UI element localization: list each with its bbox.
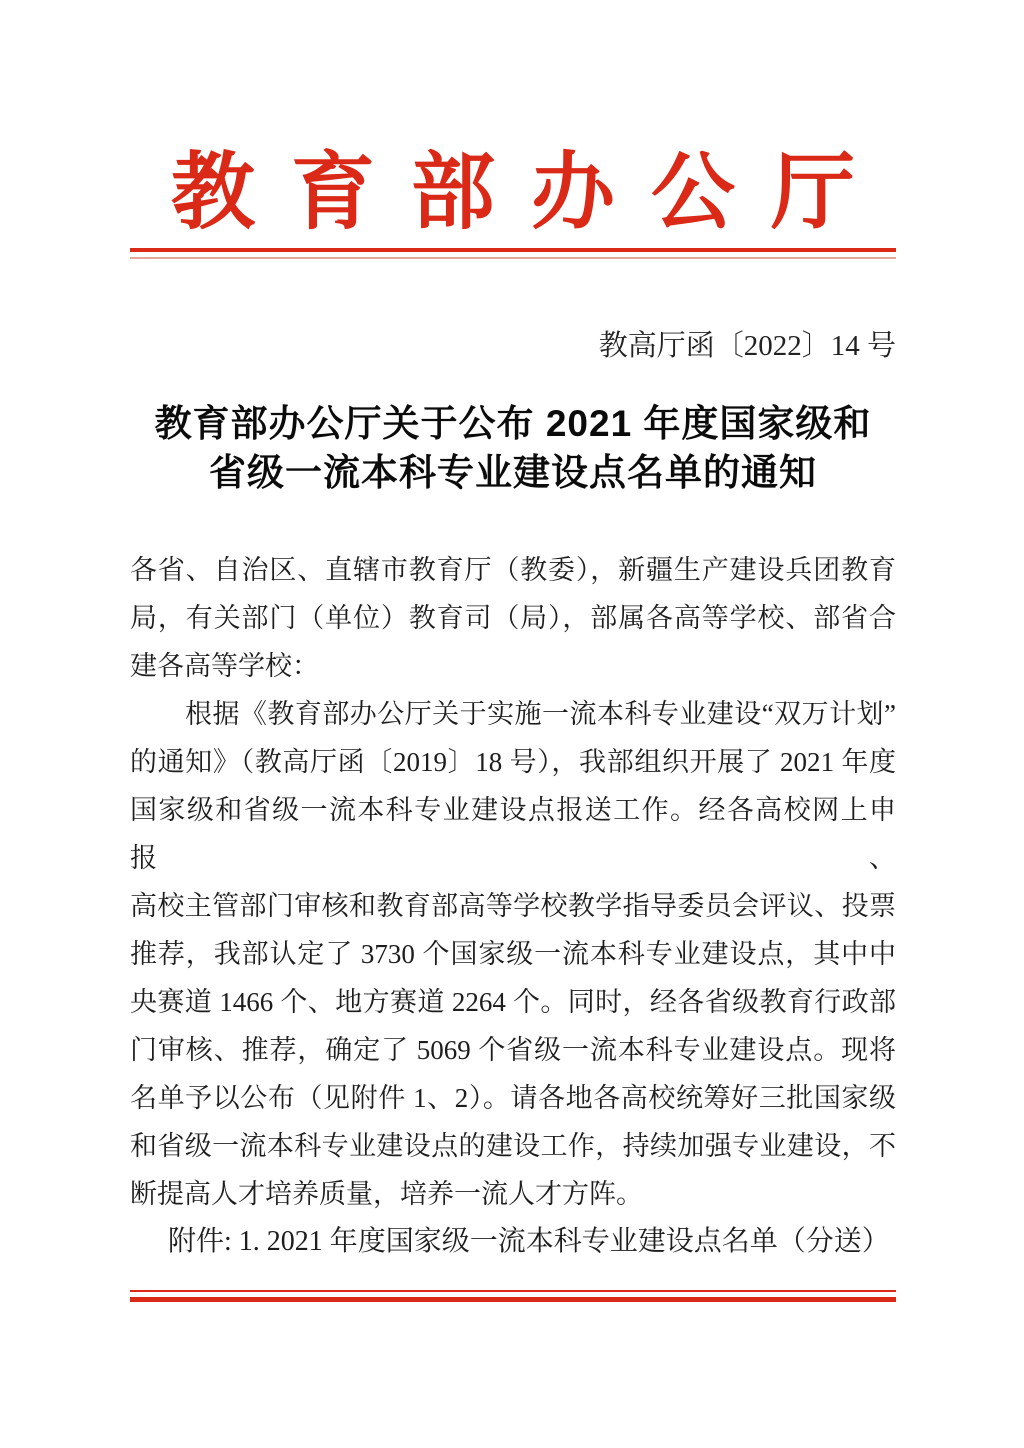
attachment-line: 附件: 1. 2021 年度国家级一流本科专业建设点名单（分送） (168, 1226, 890, 1257)
body-line: 央赛道 1466 个、地方赛道 2264 个。同时，经各省级教育行政部 (130, 987, 896, 1017)
document-body (130, 546, 896, 1218)
footer-thick-line (130, 1297, 896, 1302)
body-line: 名单予以公布（见附件 1、2）。请各地各高校统筹好三批国家级 (130, 1083, 896, 1113)
divider-thick-line (130, 248, 896, 252)
body-line: 断提高人才培养质量，培养一流人才方阵。 (130, 1179, 643, 1209)
document-number: 教高厅函〔2022〕14 号 (598, 330, 896, 362)
body-line: 推荐，我部认定了 3730 个国家级一流本科专业建设点，其中中 (130, 939, 896, 969)
body-line: 局，有关部门（单位）教育司（局），部属各高等学校、部省合 (130, 603, 896, 633)
body-line: 建各高等学校： (130, 651, 319, 681)
footer-divider (130, 1290, 896, 1302)
document-title (60, 399, 966, 497)
divider-thin-line (130, 257, 896, 259)
masthead-agency-name: 教育部办公厅 (170, 147, 891, 240)
footer-thin-line (130, 1290, 896, 1292)
body-line: 和省级一流本科专业建设点的建设工作，持续加强专业建设，不 (130, 1131, 896, 1161)
title-line-2: 省级一流本科专业建设点名单的通知 (209, 452, 817, 493)
body-line: 的通知》（教高厅函〔2019〕18 号），我部组织开展了 2021 年度 (130, 747, 896, 777)
body-line: 高校主管部门审核和教育部高等学校教学指导委员会评议、投票 (130, 891, 896, 921)
body-line: 各省、自治区、直辖市教育厅（教委），新疆生产建设兵团教育 (130, 555, 896, 585)
body-line: 国家级和省级一流本科专业建设点报送工作。经各高校网上申报、 (130, 795, 896, 873)
body-line: 根据《教育部办公厅关于实施一流本科专业建设“双万计划” (185, 699, 896, 729)
title-line-1: 教育部办公厅关于公布 2021 年度国家级和 (154, 403, 872, 444)
body-line: 门审核、推荐，确定了 5069 个省级一流本科专业建设点。现将 (130, 1035, 896, 1065)
masthead-divider (130, 248, 896, 259)
